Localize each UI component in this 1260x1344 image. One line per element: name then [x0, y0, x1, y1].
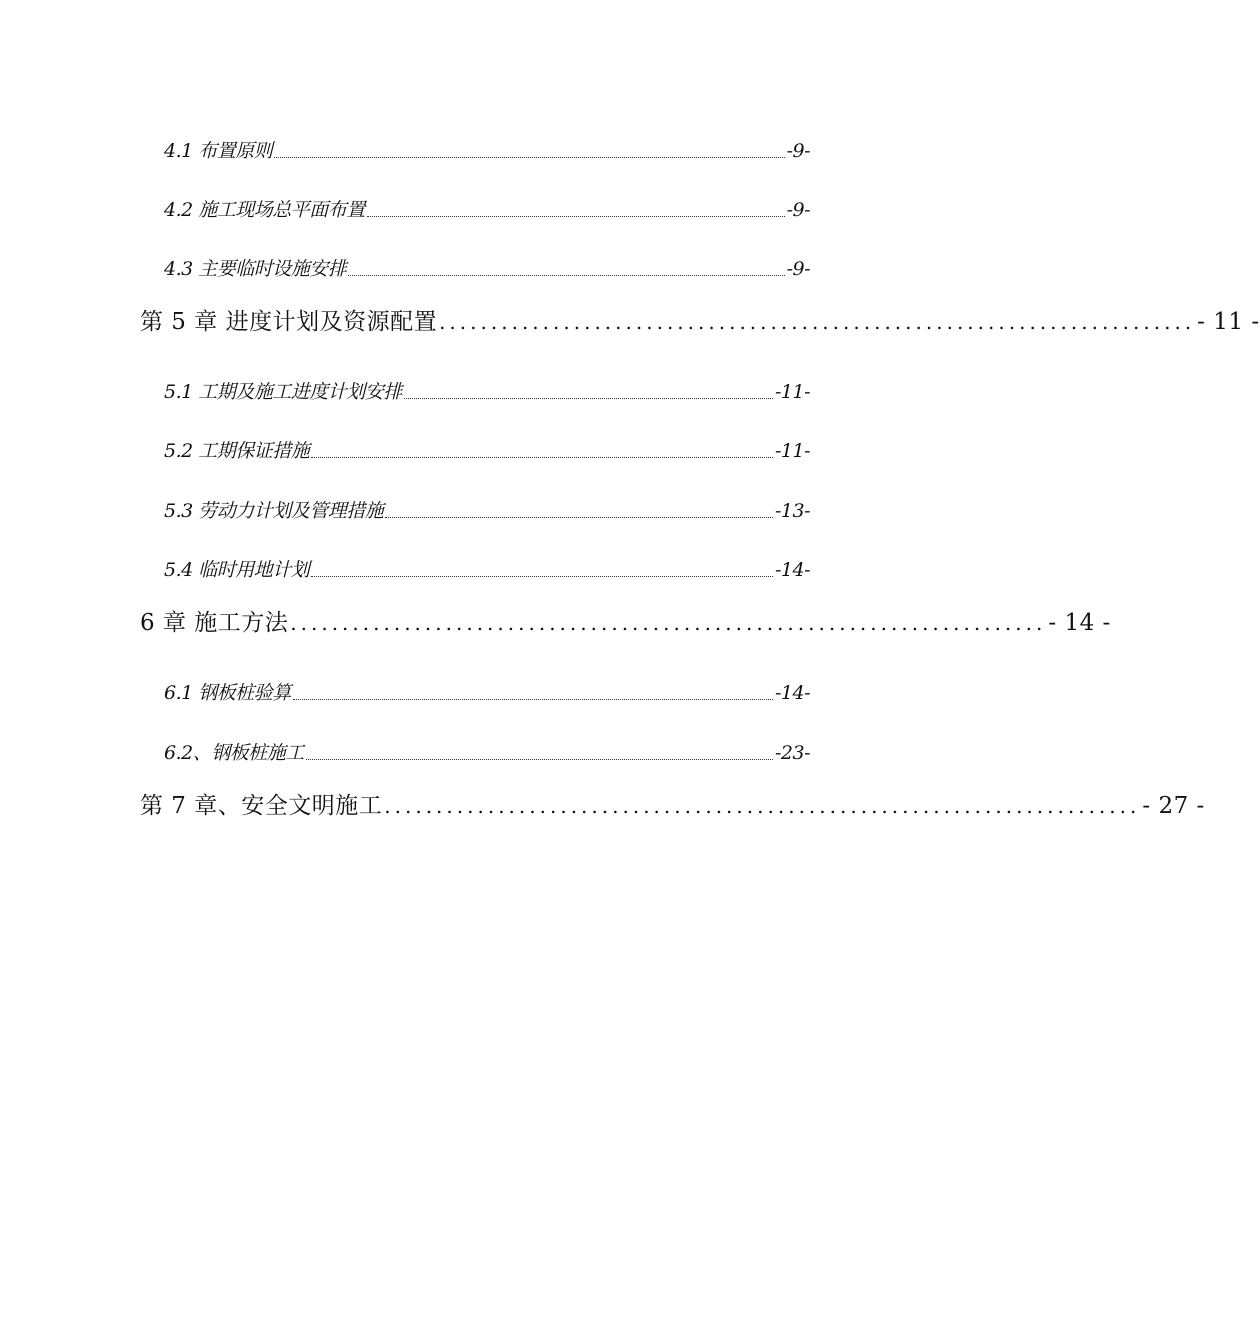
- dot-leader: .........................................................................: [439, 310, 1196, 334]
- toc-entry-title: 6.2、钢板桩施工: [164, 742, 304, 764]
- toc-entry-title: 6 章 施工方法: [140, 610, 289, 636]
- toc-entry-page: - 14 -: [1048, 610, 1111, 636]
- dot-leader: .........................................................................: [290, 611, 1047, 635]
- toc-entry-page: -14-: [774, 682, 810, 704]
- toc-entry-page: -11-: [774, 381, 810, 403]
- toc-entry-title: 4.2 施工现场总平面布置: [164, 199, 365, 221]
- dot-leader: [348, 275, 784, 276]
- dot-leader: [274, 157, 784, 158]
- dot-leader: [385, 517, 773, 518]
- toc-entry-page: - 27 -: [1142, 793, 1205, 819]
- toc-entry-title: 4.3 主要临时设施安排: [164, 258, 347, 280]
- toc-entry-chapter-7[interactable]: [140, 787, 1205, 820]
- toc-entry-5-2[interactable]: [164, 436, 810, 463]
- toc-entry-title: 第 7 章、安全文明施工: [140, 793, 383, 819]
- toc-entry-6-1[interactable]: [164, 678, 810, 705]
- toc-entry-title: 5.1 工期及施工进度计划安排: [164, 381, 402, 403]
- dot-leader: [293, 699, 773, 700]
- toc-entry-4-2[interactable]: [164, 195, 810, 222]
- dot-leader: .........................................................................: [384, 794, 1141, 818]
- dot-leader: [311, 576, 773, 577]
- dot-leader: [367, 216, 785, 217]
- toc-entry-page: -23-: [774, 742, 810, 764]
- toc-entry-5-4[interactable]: [164, 555, 810, 582]
- toc-entry-chapter-6[interactable]: [140, 604, 1111, 637]
- toc-entry-4-3[interactable]: [164, 254, 810, 281]
- toc-entry-page: -9-: [786, 140, 810, 162]
- dot-leader: [306, 759, 773, 760]
- toc-entry-page: -11-: [774, 440, 810, 462]
- toc-entry-page: -14-: [774, 559, 810, 581]
- toc-entry-chapter-5[interactable]: [140, 303, 1260, 336]
- toc-entry-title: 第 5 章 进度计划及资源配置: [140, 309, 438, 335]
- toc-entry-title: 5.2 工期保证措施: [164, 440, 310, 462]
- toc-entry-4-1[interactable]: [164, 136, 810, 163]
- toc-entry-5-1[interactable]: [164, 377, 810, 404]
- toc-entry-page: - 11 -: [1197, 309, 1260, 335]
- toc-entry-title: 5.4 临时用地计划: [164, 559, 310, 581]
- dot-leader: [404, 398, 773, 399]
- toc-entry-6-2[interactable]: [164, 738, 810, 765]
- toc-entry-title: 6.1 钢板桩验算: [164, 682, 291, 704]
- toc-entry-title: 5.3 劳动力计划及管理措施: [164, 500, 384, 522]
- toc-entry-title: 4.1 布置原则: [164, 140, 273, 162]
- dot-leader: [311, 457, 773, 458]
- toc-entry-page: -9-: [786, 199, 810, 221]
- toc-entry-page: -13-: [774, 500, 810, 522]
- toc-entry-5-3[interactable]: [164, 496, 810, 523]
- toc-entry-page: -9-: [786, 258, 810, 280]
